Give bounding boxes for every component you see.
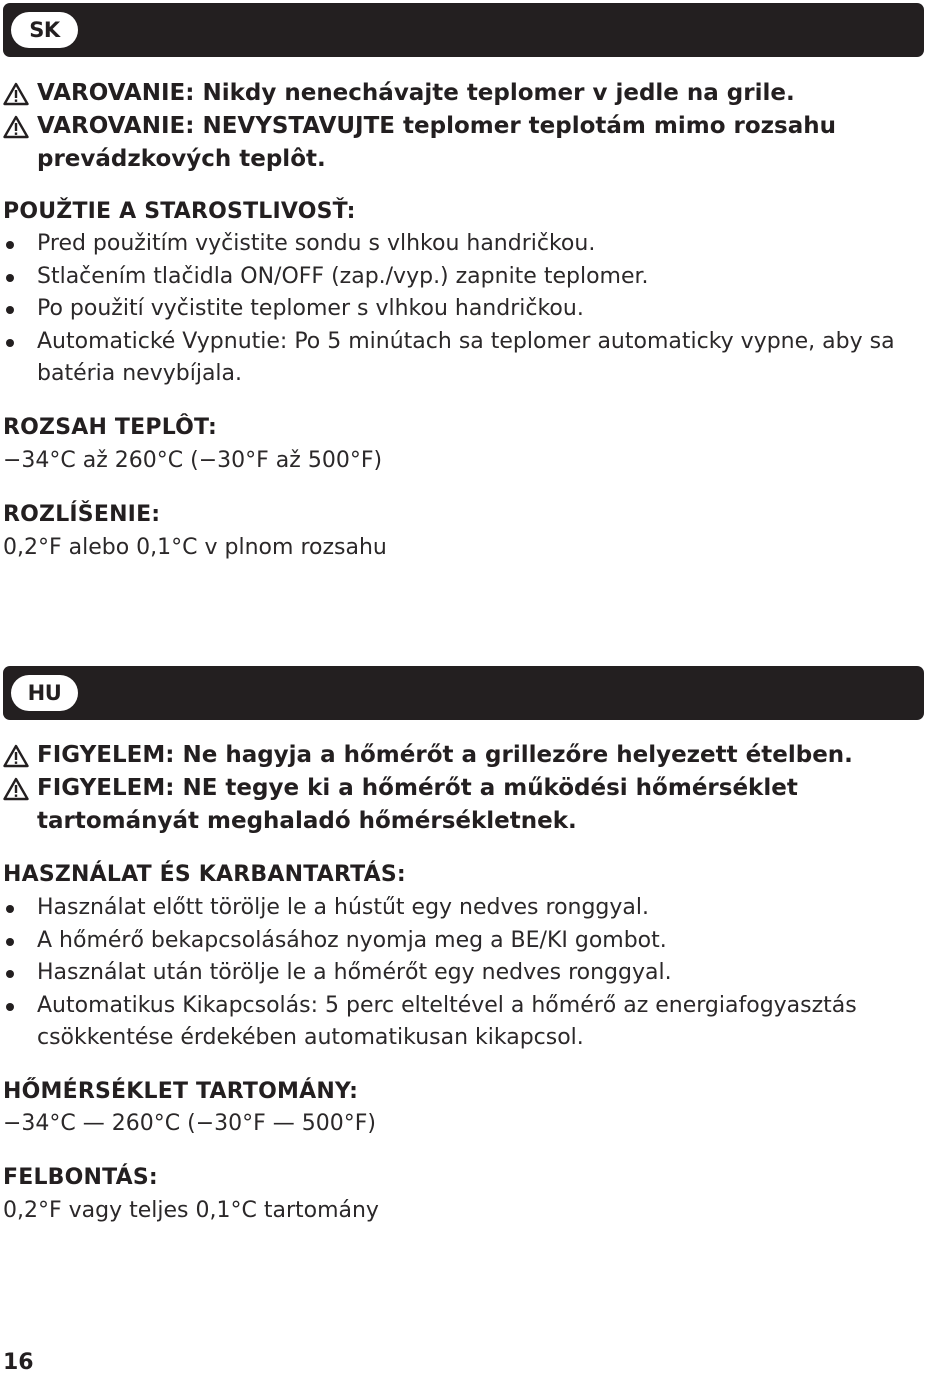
bullet-dot-icon (3, 925, 37, 958)
list-item: Használat után törölje le a hőmérőt egy nedves ronggyal. (3, 957, 933, 990)
warning-text: FIGYELEM: Ne hagyja a hőmérőt a grillezőre helyezett ételben. (37, 742, 853, 768)
warnings-block (3, 739, 933, 838)
warning-line (3, 772, 933, 838)
warnings-block (3, 77, 933, 176)
resolution-heading: ROZLÍŠENIE: (3, 502, 161, 527)
bullet-dot-icon (3, 892, 37, 925)
use-care-heading: HASZNÁLAT ÉS KARBANTARTÁS: (3, 862, 406, 887)
language-bar-sk (3, 3, 924, 57)
list-item: Po použití vyčistite teplomer s vlhkou handričkou. (3, 293, 933, 326)
bullet-dot-icon (3, 228, 37, 261)
bullet-dot-icon (3, 261, 37, 294)
warning-triangle-icon (3, 77, 37, 110)
use-care-list (3, 892, 933, 1055)
warning-triangle-icon (3, 772, 37, 805)
range-heading: HŐMÉRSÉKLET TARTOMÁNY: (3, 1079, 359, 1104)
bullet-dot-icon (3, 293, 37, 326)
resolution-value: 0,2°F vagy teljes 0,1°C tartomány (3, 1198, 379, 1223)
language-bar-hu (3, 666, 924, 720)
warning-line (3, 77, 933, 110)
bullet-dot-icon (3, 957, 37, 990)
warning-triangle-icon (3, 110, 37, 143)
list-item: Pred použitím vyčistite sondu s vlhkou handričkou. (3, 228, 933, 261)
range-value: −34°C až 260°C (−30°F až 500°F) (3, 448, 383, 473)
warning-text: VAROVANIE: Nikdy nenechávajte teplomer v jedle na grile. (37, 80, 795, 106)
language-badge: SK (11, 12, 78, 48)
list-item: Használat előtt törölje le a hústűt egy nedves ronggyal. (3, 892, 933, 925)
warning-line (3, 110, 933, 176)
range-value: −34°C — 260°C (−30°F — 500°F) (3, 1111, 377, 1136)
warning-line (3, 739, 933, 772)
use-care-heading: POUŽTIE A STAROSTLIVOSŤ: (3, 199, 356, 224)
use-care-list (3, 228, 933, 391)
page-number: 16 (3, 1350, 34, 1375)
resolution-value: 0,2°F alebo 0,1°C v plnom rozsahu (3, 535, 387, 560)
warning-triangle-icon (3, 739, 37, 772)
list-item: Stlačením tlačidla ON/OFF (zap./vyp.) zapnite teplomer. (3, 261, 933, 294)
range-heading: ROZSAH TEPLÔT: (3, 415, 218, 440)
list-item: Automatické Vypnutie: Po 5 minútach sa teplomer automaticky vypne, aby sa batéria nevybíjala. (3, 326, 933, 391)
resolution-heading: FELBONTÁS: (3, 1165, 158, 1190)
bullet-dot-icon (3, 326, 37, 391)
warning-text: FIGYELEM: NE tegye ki a hőmérőt a működési hőmérséklet tartományát meghaladó hőmérsékletnek. (37, 775, 798, 834)
bullet-dot-icon (3, 990, 37, 1055)
language-badge: HU (11, 675, 78, 711)
warning-text: VAROVANIE: NEVYSTAVUJTE teplomer teplotám mimo rozsahu prevádzkových teplôt. (37, 113, 837, 172)
list-item: A hőmérő bekapcsolásához nyomja meg a BE/KI gombot. (3, 925, 933, 958)
list-item: Automatikus Kikapcsolás: 5 perc elteltével a hőmérő az energiafogyasztás csökkentése érdekében automatikusan kikapcsol. (3, 990, 933, 1055)
